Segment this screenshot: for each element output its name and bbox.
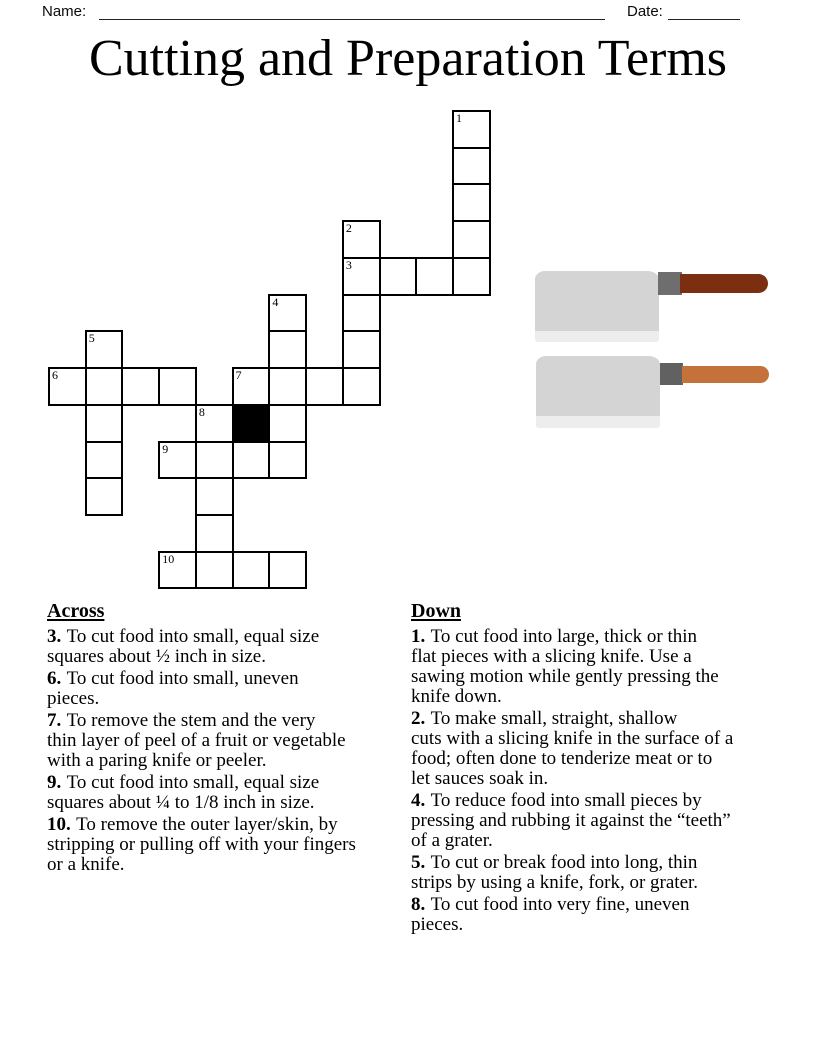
grid-cell[interactable]: [85, 367, 124, 406]
cleaver-handle: [680, 274, 768, 293]
clue-number: 5.: [411, 852, 426, 873]
down-clues-section: [411, 600, 803, 937]
grid-cell[interactable]: [305, 367, 344, 406]
grid-cell[interactable]: [232, 367, 271, 406]
clue: 7. To remove the stem and the very thin layer of peel of a fruit or vegetable with a paring knife or peeler.: [47, 710, 346, 771]
grid-cell[interactable]: [158, 441, 197, 480]
cleaver-illustration-2: [536, 356, 770, 429]
cell-number: 2: [345, 221, 352, 236]
grid-cell[interactable]: [195, 551, 234, 590]
cleaver-edge: [536, 416, 660, 428]
grid-cell[interactable]: [195, 514, 234, 553]
clue-number: 4.: [411, 790, 426, 811]
black-cell: [232, 404, 271, 443]
grid-cell[interactable]: [195, 477, 234, 516]
across-heading: Across: [47, 600, 105, 622]
grid-cell[interactable]: [268, 294, 307, 333]
clue-number: 7.: [47, 710, 62, 731]
grid-cell[interactable]: [342, 367, 381, 406]
cleaver-bolster: [658, 272, 682, 295]
cell-number: 3: [345, 257, 352, 272]
grid-cell[interactable]: [232, 441, 271, 480]
name-label: Name:: [42, 3, 87, 20]
down-clue-list: [411, 627, 803, 935]
grid-cell[interactable]: [121, 367, 160, 406]
grid-cell[interactable]: [85, 477, 124, 516]
cleaver-edge: [535, 331, 659, 342]
grid-cell[interactable]: [85, 441, 124, 480]
cell-number: 1: [456, 111, 463, 125]
grid-cell[interactable]: [195, 441, 234, 480]
clue-number: 6.: [47, 668, 62, 689]
cell-number: 7: [235, 368, 242, 383]
cleaver-bolster: [660, 363, 683, 385]
cell-number: 4: [272, 294, 279, 309]
across-clues-section: [47, 600, 399, 877]
grid-cell[interactable]: [452, 220, 491, 259]
grid-cell[interactable]: [85, 404, 124, 443]
name-blank-line: [99, 1, 605, 20]
cell-number: 5: [88, 331, 95, 346]
clue: 2. To make small, straight, shallow cuts with a slicing knife in the surface of a food; often done to tenderize meat or to let sauces soak in.: [411, 708, 734, 789]
cleaver-blade: [536, 356, 660, 416]
cleaver-handle: [682, 366, 769, 383]
clue: 8. To cut food into very fine, uneven pieces.: [411, 894, 690, 935]
grid-cell[interactable]: [158, 367, 197, 406]
grid-cell[interactable]: [232, 551, 271, 590]
cell-number: 10: [162, 551, 175, 566]
grid-cell[interactable]: [268, 441, 307, 480]
clue: 1. To cut food into large, thick or thin flat pieces with a slicing knife. Use a sawing motion while gently pressing the knife down.: [411, 626, 719, 707]
grid-cell[interactable]: [268, 404, 307, 443]
clue-number: 9.: [47, 772, 62, 793]
grid-cell[interactable]: [268, 330, 307, 369]
clue: 4. To reduce food into small pieces by pressing and rubbing it against the “teeth” of a grater.: [411, 790, 731, 851]
clue-number: 8.: [411, 894, 426, 915]
grid-cell[interactable]: [452, 183, 491, 222]
down-heading: Down: [411, 600, 462, 622]
cleaver-illustration-1: [535, 271, 769, 344]
clue: 6. To cut food into small, uneven pieces.: [47, 668, 299, 709]
clue: 10. To remove the outer layer/skin, by stripping or pulling off with your fingers or a knife.: [47, 814, 356, 875]
date-label: Date:: [627, 3, 663, 20]
grid-cell[interactable]: [195, 404, 234, 443]
grid-cell[interactable]: [158, 551, 197, 590]
page-title: Cutting and Preparation Terms: [88, 30, 728, 87]
clue-number: 1.: [411, 626, 426, 647]
clue: 3. To cut food into small, equal size squares about ½ inch in size.: [47, 626, 320, 667]
clue-number: 10.: [47, 814, 71, 835]
grid-cell[interactable]: [342, 220, 381, 259]
grid-cell[interactable]: [452, 147, 491, 186]
grid-cell[interactable]: [48, 367, 87, 406]
cell-number: 8: [198, 404, 205, 419]
grid-cell[interactable]: [342, 330, 381, 369]
grid-cell[interactable]: [452, 257, 491, 296]
cell-number: 6: [52, 368, 58, 383]
grid-cell[interactable]: [342, 257, 381, 296]
grid-cell[interactable]: [268, 551, 307, 590]
grid-cell[interactable]: [379, 257, 418, 296]
clue-number: 2.: [411, 708, 426, 729]
grid-cell[interactable]: [415, 257, 454, 296]
clue: 9. To cut food into small, equal size squares about ¼ to 1/8 inch in size.: [47, 772, 320, 813]
cell-number: 9: [162, 441, 169, 456]
grid-cell[interactable]: [452, 110, 491, 149]
across-clue-list: [47, 627, 399, 875]
clue: 5. To cut or break food into long, thin strips by using a knife, fork, or grater.: [411, 852, 699, 893]
clue-number: 3.: [47, 626, 62, 647]
grid-cell[interactable]: [268, 367, 307, 406]
grid-cell[interactable]: [342, 294, 381, 333]
crossword-grid: [48, 110, 490, 590]
cleaver-blade: [535, 271, 659, 331]
date-blank-line: [668, 1, 740, 20]
grid-cell[interactable]: [85, 330, 124, 369]
